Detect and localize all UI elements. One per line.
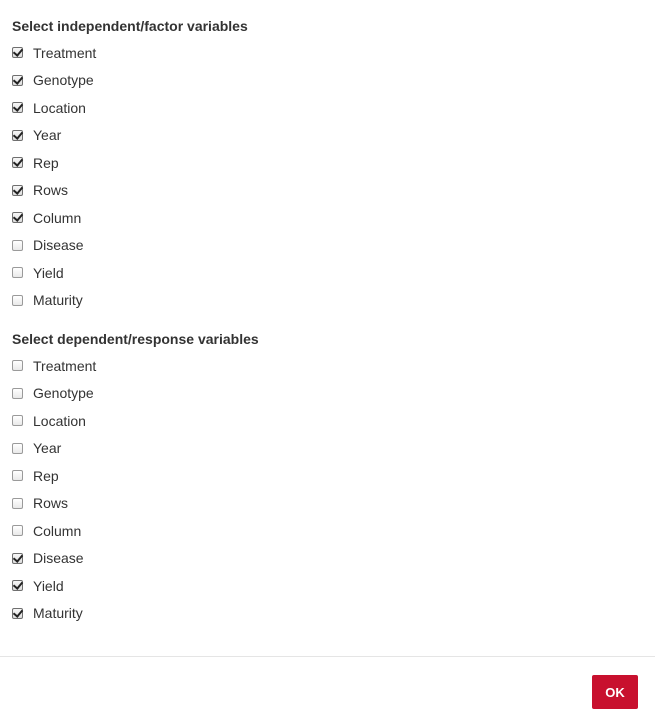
checkbox-unchecked[interactable] — [12, 388, 23, 399]
option-label: Maturity — [33, 292, 83, 309]
option-label: Treatment — [33, 44, 97, 61]
checkmark-icon — [13, 579, 23, 590]
dependent-option-year[interactable] — [12, 435, 642, 463]
option-label: Year — [33, 127, 62, 144]
ok-button[interactable]: OK — [592, 675, 638, 709]
checkbox-checked[interactable] — [12, 47, 23, 58]
independent-option-location[interactable] — [12, 94, 642, 122]
checkmark-icon — [13, 211, 23, 222]
checkbox-unchecked[interactable] — [12, 295, 23, 306]
checkbox-checked[interactable] — [12, 608, 23, 619]
checkmark-icon — [13, 101, 23, 112]
option-label: Column — [33, 522, 82, 539]
independent-option-yield[interactable] — [12, 259, 642, 287]
option-label: Rep — [33, 467, 59, 484]
dependent-option-rep[interactable] — [12, 462, 642, 490]
option-label: Rows — [33, 495, 69, 512]
independent-option-rows[interactable] — [12, 177, 642, 205]
checkbox-unchecked[interactable] — [12, 470, 23, 481]
option-label: Yield — [33, 264, 64, 281]
dependent-options-list — [12, 352, 642, 627]
independent-option-year[interactable] — [12, 122, 642, 150]
checkbox-checked[interactable] — [12, 75, 23, 86]
checkbox-unchecked[interactable] — [12, 360, 23, 371]
footer-divider — [0, 656, 655, 657]
dependent-option-maturity[interactable] — [12, 600, 642, 628]
checkbox-unchecked[interactable] — [12, 498, 23, 509]
option-label: Genotype — [33, 385, 94, 402]
independent-option-maturity[interactable] — [12, 287, 642, 315]
checkbox-checked[interactable] — [12, 580, 23, 591]
independent-option-genotype[interactable] — [12, 67, 642, 95]
independent-option-treatment[interactable] — [12, 39, 642, 67]
checkbox-checked[interactable] — [12, 130, 23, 141]
dependent-option-location[interactable] — [12, 407, 642, 435]
option-label: Column — [33, 209, 82, 226]
dependent-variables-section — [12, 328, 642, 627]
option-label: Rep — [33, 154, 59, 171]
dependent-option-disease[interactable] — [12, 545, 642, 573]
checkbox-unchecked[interactable] — [12, 240, 23, 251]
option-label: Yield — [33, 577, 64, 594]
checkbox-unchecked[interactable] — [12, 267, 23, 278]
dependent-section-title: Select dependent/response variables — [12, 331, 259, 347]
checkmark-icon — [13, 552, 23, 563]
option-label: Treatment — [33, 357, 97, 374]
checkbox-unchecked[interactable] — [12, 525, 23, 536]
checkmark-icon — [13, 156, 23, 167]
independent-variables-section — [12, 15, 642, 314]
checkbox-checked[interactable] — [12, 212, 23, 223]
dependent-option-genotype[interactable] — [12, 380, 642, 408]
checkbox-checked[interactable] — [12, 157, 23, 168]
option-label: Location — [33, 412, 86, 429]
independent-option-rep[interactable] — [12, 149, 642, 177]
option-label: Rows — [33, 182, 69, 199]
option-label: Disease — [33, 237, 84, 254]
independent-options-list — [12, 39, 642, 314]
checkbox-checked[interactable] — [12, 102, 23, 113]
dependent-option-treatment[interactable] — [12, 352, 642, 380]
checkbox-unchecked[interactable] — [12, 415, 23, 426]
dependent-option-yield[interactable] — [12, 572, 642, 600]
checkmark-icon — [13, 129, 23, 140]
checkmark-icon — [13, 74, 23, 85]
checkmark-icon — [13, 607, 23, 618]
independent-option-column[interactable] — [12, 204, 642, 232]
option-label: Genotype — [33, 72, 94, 89]
independent-section-title: Select independent/factor variables — [12, 18, 248, 34]
option-label: Disease — [33, 550, 84, 567]
dependent-option-rows[interactable] — [12, 490, 642, 518]
checkmark-icon — [13, 184, 23, 195]
dependent-option-column[interactable] — [12, 517, 642, 545]
independent-option-disease[interactable] — [12, 232, 642, 260]
checkbox-checked[interactable] — [12, 185, 23, 196]
checkbox-checked[interactable] — [12, 553, 23, 564]
option-label: Location — [33, 99, 86, 116]
option-label: Maturity — [33, 605, 83, 622]
checkmark-icon — [13, 46, 23, 57]
checkbox-unchecked[interactable] — [12, 443, 23, 454]
option-label: Year — [33, 440, 62, 457]
